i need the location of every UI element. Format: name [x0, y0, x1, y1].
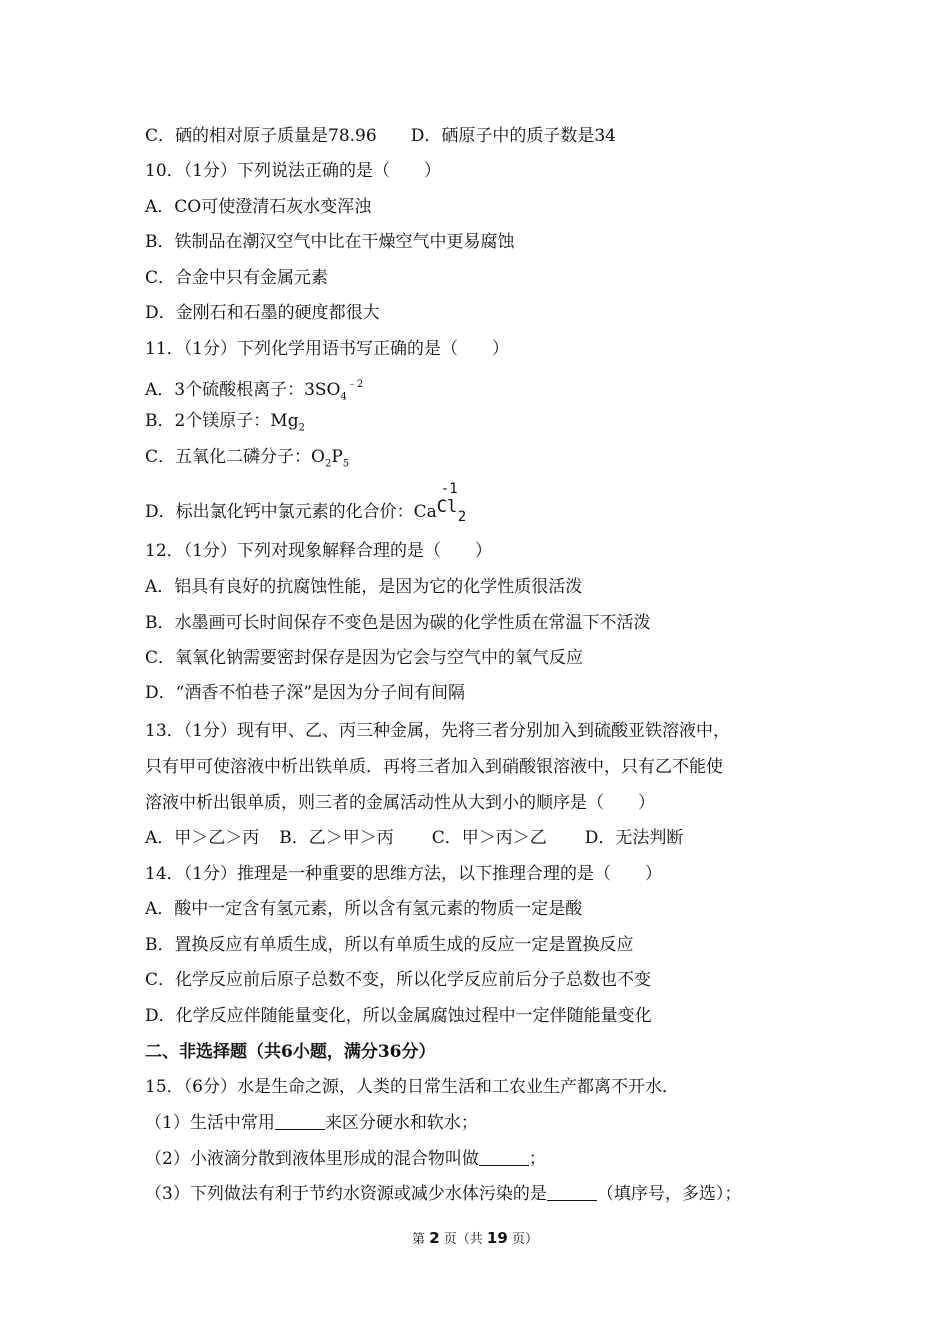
q13-stem-line1: 13．（1分）现有甲、乙、丙三种金属，先将三者分别加入到硫酸亚铁溶液中，	[145, 721, 730, 741]
q13-option-b: B．乙＞甲＞丙	[279, 828, 394, 848]
q15-part2-pre: （2）小液滴分散到液体里形成的混合物叫做	[145, 1149, 479, 1169]
q15-part3	[145, 1182, 741, 1206]
q11-d-valence: -1	[440, 481, 458, 497]
q15-part2	[145, 1147, 546, 1171]
footer-post: 页）	[511, 1232, 538, 1247]
q15-part3-pre: （3）下列做法有利于节约水资源或减少水体污染的是	[145, 1184, 547, 1204]
q14-option-b: B．置换反应有单质生成，所以有单质生成的反应一定是置换反应	[145, 935, 634, 955]
q11-c-subscript-o: 2	[324, 458, 332, 470]
q12-option-b: B．水墨画可长时间保存不变色是因为碳的化学性质在常温下不活泼	[145, 613, 651, 633]
q12-option-a: A．铝具有良好的抗腐蚀性能，是因为它的化学性质很活泼	[145, 577, 583, 597]
q11-option-b	[145, 409, 305, 440]
q9-option-c: C．硒的相对原子质量是78.96	[145, 126, 377, 146]
footer-total-pages: 19	[486, 1229, 508, 1247]
q14-option-d: D．化学反应伴随能量变化，所以金属腐蚀过程中一定伴随能量变化	[145, 1006, 652, 1026]
q10-option-a: A．CO可使澄清石灰水变浑浊	[145, 197, 372, 217]
q11-d-formula	[436, 481, 471, 525]
q11-c-subscript-p: 5	[342, 458, 350, 470]
q14-stem: 14．（1分）推理是一种重要的思维方法，以下推理合理的是（ ）	[145, 864, 662, 884]
q9-options-cd	[145, 124, 616, 148]
q13-option-c: C．甲＞丙＞乙	[431, 828, 547, 848]
q11-option-d	[145, 481, 471, 525]
q15-part3-post: （填序号，多选）；	[596, 1184, 742, 1204]
q12-stem: 12．（1分）下列对现象解释合理的是（ ）	[145, 541, 492, 561]
q10-option-b: B．铁制品在潮汉空气中比在干燥空气中更易腐蚀	[145, 232, 515, 252]
q13-option-d: D．无法判断	[584, 828, 684, 848]
q13-stem-line2: 只有甲可使溶液中析出铁单质．再将三者加入到硝酸银溶液中，只有乙不能使	[145, 757, 723, 777]
q11-b-text: B．2个镁原子：Mg	[145, 411, 299, 431]
q15-part1-blank[interactable]	[275, 1111, 325, 1130]
page-footer	[0, 1228, 950, 1247]
q15-part2-post: ；	[528, 1149, 546, 1169]
footer-mid: 页（共	[443, 1232, 483, 1247]
q15-part1-post: 来区分硬水和软水；	[324, 1113, 478, 1133]
q11-c-text: C．五氧化二磷分子：O	[145, 447, 325, 467]
q10-option-c: C．合金中只有金属元素	[145, 268, 329, 288]
q11-a-text: A．3个硫酸根离子：3SO	[145, 380, 341, 400]
footer-pre: 第	[412, 1232, 426, 1247]
q11-a-subscript: 4	[340, 391, 347, 403]
q15-part2-blank[interactable]	[479, 1147, 529, 1166]
q10-option-d: D．金刚石和石墨的硬度都很大	[145, 303, 380, 323]
q11-option-a	[145, 373, 363, 409]
q10-stem: 10．（1分）下列说法正确的是（ ）	[145, 161, 441, 181]
q11-c-p: P	[331, 447, 343, 467]
q11-d-text: D．标出氯化钙中氯元素的化合价：Ca	[145, 502, 437, 522]
q11-a-charge: ﹣2	[346, 379, 364, 390]
q15-part3-blank[interactable]	[547, 1182, 597, 1201]
q11-b-subscript: 2	[298, 422, 305, 434]
q11-d-subscript: 2	[457, 509, 467, 525]
q9-option-d: D．硒原子中的质子数是34	[410, 126, 616, 146]
q13-stem-line3: 溶液中析出银单质，则三者的金属活动性从大到小的顺序是（ ）	[145, 793, 655, 813]
q12-option-d: D．“酒香不怕巷子深”是因为分子间有间隔	[145, 683, 466, 703]
q12-option-c: C．氧氧化钠需要密封保存是因为它会与空气中的氧气反应	[145, 648, 584, 668]
q11-option-c	[145, 445, 349, 476]
q11-d-cl: Cl	[436, 497, 458, 517]
q15-part1	[145, 1111, 478, 1135]
q14-option-a: A．酸中一定含有氢元素，所以含有氢元素的物质一定是酸	[145, 899, 583, 919]
section-title: 二、非选择题（共6小题，满分36分）	[145, 1042, 436, 1062]
q11-stem: 11．（1分）下列化学用语书写正确的是（ ）	[145, 339, 509, 359]
q13-options	[145, 826, 683, 850]
q15-stem: 15．（6分）水是生命之源，人类的日常生活和工农业生产都离不开水．	[145, 1077, 679, 1097]
q13-option-a: A．甲＞乙＞丙	[145, 828, 260, 848]
q14-option-c: C．化学反应前后原子总数不变，所以化学反应前后分子总数也不变	[145, 970, 652, 990]
q15-part1-pre: （1）生活中常用	[145, 1113, 275, 1133]
footer-page-number: 2	[429, 1229, 440, 1247]
